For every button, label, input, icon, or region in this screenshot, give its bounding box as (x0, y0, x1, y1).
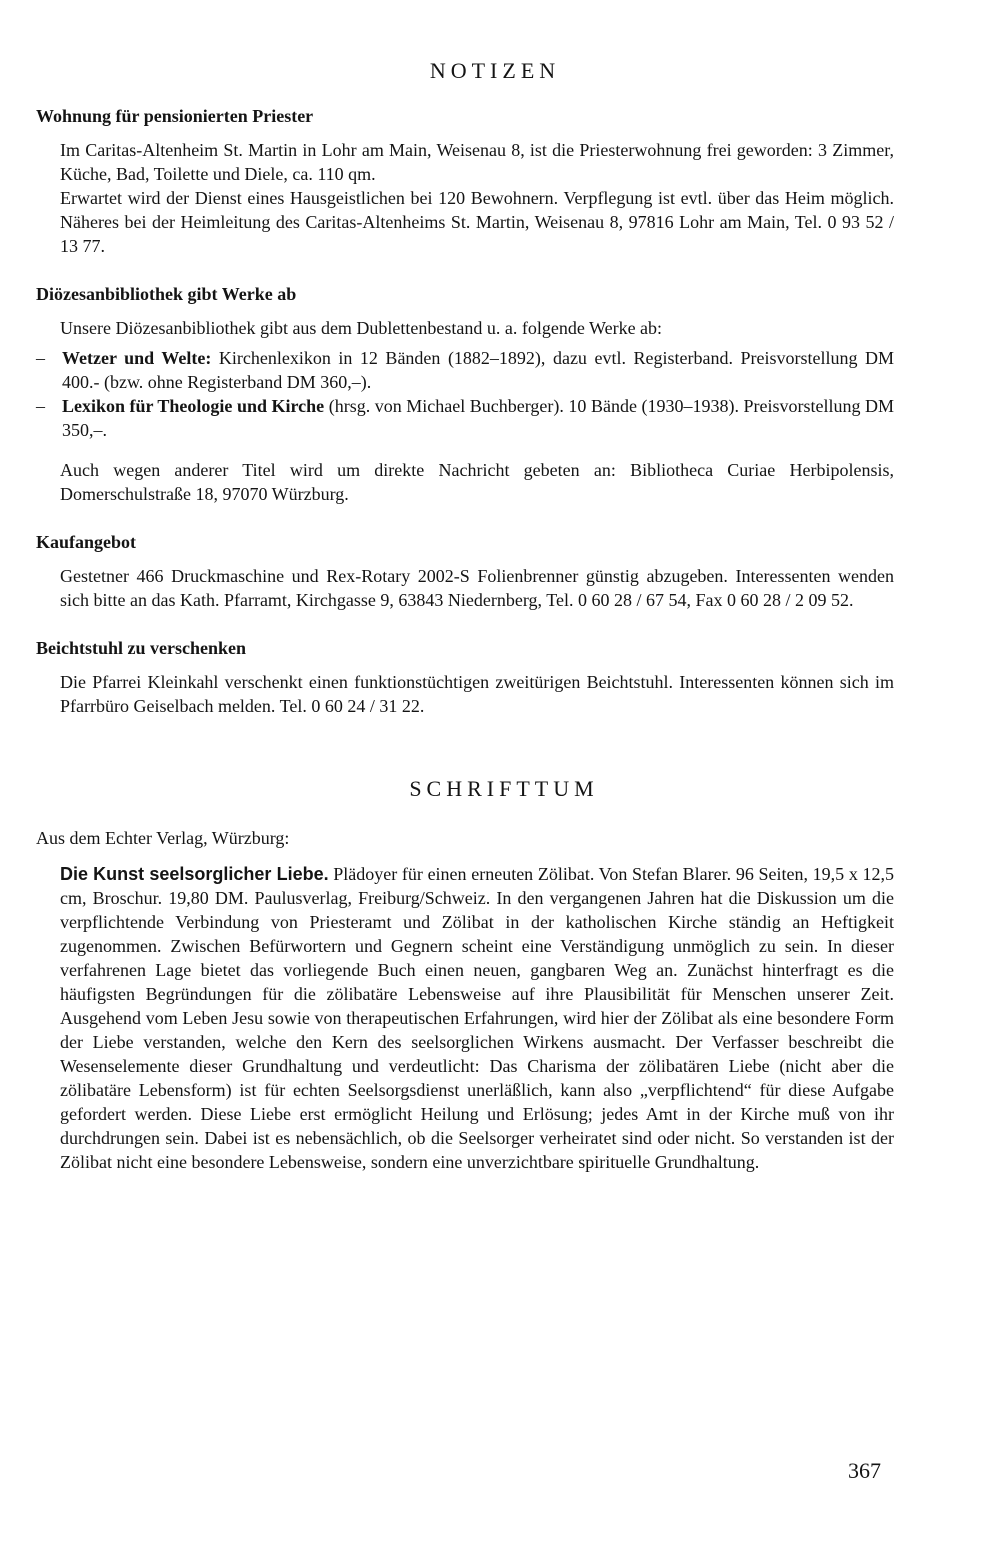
section-title-schrifttum: SCHRIFTTUM (409, 776, 599, 801)
list-item-title: Lexikon für Theologie und Kirche (62, 396, 325, 416)
notice-paragraph: Die Pfarrei Kleinkahl verschenkt einen funktionstüchtigen zweitürigen Beichtstuhl. Interessenten können sich im Pfarrbüro Geiselbach melden. Tel. 0 60 24 / 31 22. (60, 672, 894, 716)
book-review-text: Plädoyer für einen erneuten Zölibat. Von Stefan Blarer. 96 Seiten, 19,5 x 12,5 cm, Broschur. 19,80 DM. Paulusverlag, Freiburg/Schweiz. In den vergangenen Jahren hat die Diskussion um die verpflichtende Verbindung von Priesteramt und Zölibat in der katholischen Kirche ständig an Heftigkeit zugenommen. Zwischen Befürwortern und Gegnern scheint eine Verständigung unmöglich zu sein. In dieser verfahrenen Lage bietet das vorliegende Buch einen neuen, gangbaren Weg an. Zunächst hinterfragt es die häufigsten Begründungen für die zölibatäre Lebensweise auf ihre Plausibilität für Menschen unserer Zeit. Ausgehend vom Leben Jesu sowie von therapeutischen Erfahrungen, wird hier der Zölibat als eine besondere Form der Liebe verstanden, welche den Kern des seelsorglichen Wirkens ausmacht. Der Verfasser beschreibt die Wesenselemente dieser Grundhaltung und verdeutlicht: Das Charisma der zölibatären Liebe (nicht aber die zölibatäre Lebensform) ist für echten Seelsorgsdienst unerläßlich, kann also „verpflichtend“ für diese Aufgabe gefordert werden. Diese Liebe erst ermöglicht Heilung und Erlösung; jedes Amt in der Kirche muß von ihr durchdrungen sein. Dabei ist es nebensächlich, ob die Seelsorger verheiratet sind oder nicht. So verstanden ist der Zölibat nicht eine besondere Lebensweise, sondern eine unverzichtbare spirituelle Grundhaltung. (60, 864, 894, 1172)
notice-paragraph: Erwartet wird der Dienst eines Hausgeistlichen bei 120 Bewohnern. Verpflegung ist evtl. über das Heim möglich. Näheres bei der Heimleitung des Caritas-Altenheims St. Martin, Weisenau 8, 97816 Lohr am Main, Tel. 0 93 52 / 13 77. (60, 188, 894, 256)
list-item (36, 346, 894, 394)
notice-heading-beichtstuhl: Beichtstuhl zu verschenken (36, 638, 247, 658)
page-number: 367 (848, 1458, 881, 1483)
notice-beichtstuhl (36, 638, 894, 718)
notice-paragraph: Im Caritas-Altenheim St. Martin in Lohr am Main, Weisenau 8, ist die Priesterwohnung frei geworden: 3 Zimmer, Küche, Bad, Toilette und Diele, ca. 110 qm. (60, 140, 894, 184)
notice-paragraph: Unsere Diözesanbibliothek gibt aus dem Dublettenbestand u. a. folgende Werke ab: (60, 318, 663, 338)
notice-heading-bibliothek: Diözesanbibliothek gibt Werke ab (36, 284, 297, 304)
list-item (36, 394, 894, 442)
book-review (36, 862, 894, 1174)
section-title-notizen: NOTIZEN (429, 58, 561, 83)
list-dash: – (36, 396, 45, 416)
list-item-text (62, 394, 894, 442)
list-dash: – (36, 348, 45, 368)
list-item-body: Kirchenlexikon in 12 Bänden (1882–1892), dazu evtl. Registerband. Preisvorstellung DM 400.- (bzw. ohne Registerband DM 360,–). (62, 348, 894, 392)
notice-kaufangebot (36, 532, 894, 612)
notice-bibliothek (36, 284, 894, 506)
list-item-body: (hrsg. von Michael Buchberger). 10 Bände (1930–1938). Preisvorstellung DM 350,–. (62, 396, 894, 440)
book-title: Die Kunst seelsorglicher Liebe. (60, 864, 329, 884)
page-content (36, 58, 894, 1174)
notice-paragraph: Auch wegen anderer Titel wird um direkte Nachricht gebeten an: Bibliotheca Curiae Herbipolensis, Domerschulstraße 18, 97070 Würzburg. (60, 460, 894, 504)
notice-wohnung (36, 106, 894, 258)
notice-paragraph: Gestetner 466 Druckmaschine und Rex-Rotary 2002-S Folienbrenner günstig abzugeben. Interessenten wenden sich bitte an das Kath. Pfarramt, Kirchgasse 9, 63843 Niedernberg, Tel. 0 60 28 / 67 54, Fax 0 60 28 / 2 09 52. (60, 566, 894, 610)
notice-heading-kaufangebot: Kaufangebot (36, 532, 137, 552)
list-item-text (62, 346, 894, 394)
list-item-title: Wetzer und Welte: (62, 348, 212, 368)
notice-heading-wohnung: Wohnung für pensionierten Priester (36, 106, 314, 126)
publisher-intro: Aus dem Echter Verlag, Würzburg: (36, 828, 290, 848)
